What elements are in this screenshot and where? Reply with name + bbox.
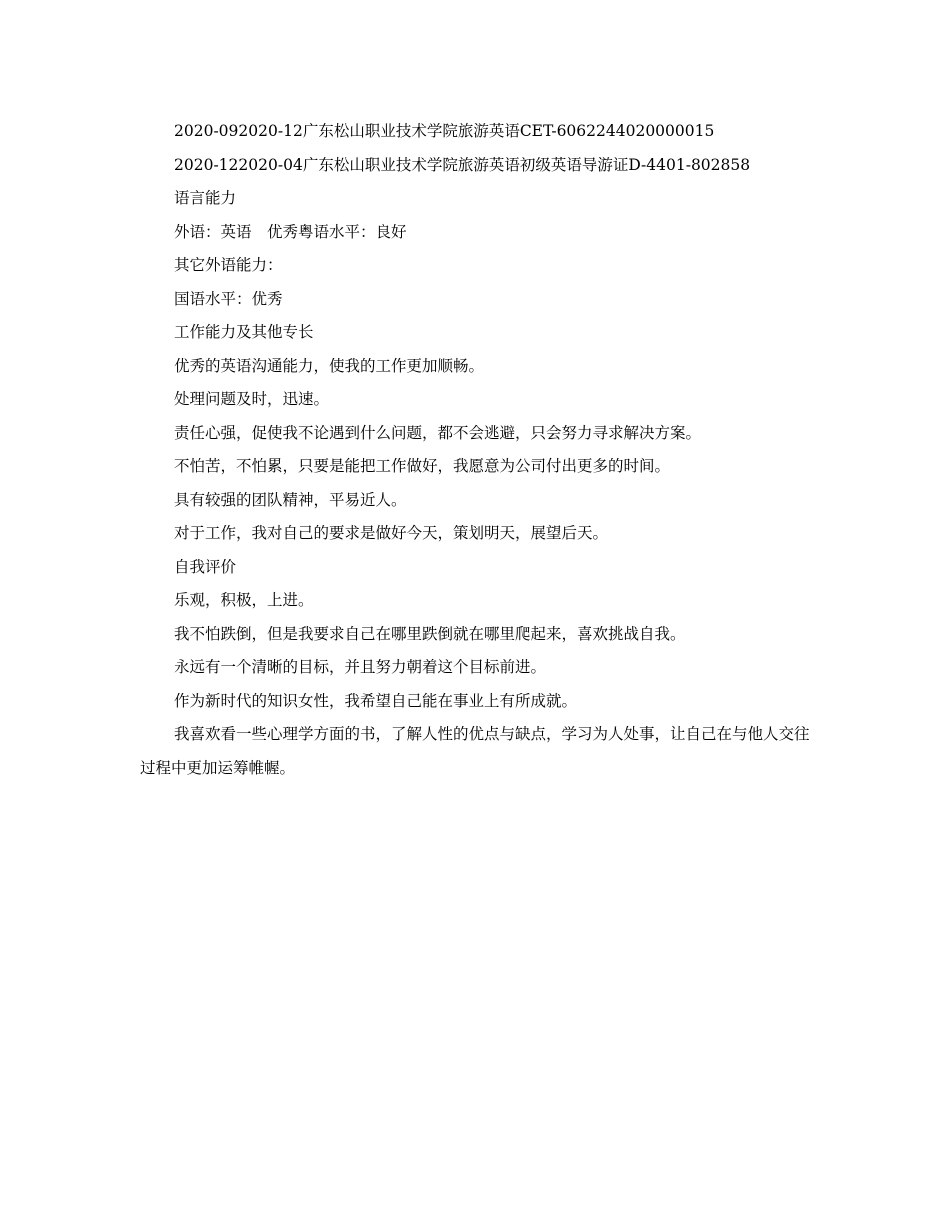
section-heading-language-skills: 语言能力 [174,189,237,207]
section-heading-work-skills: 工作能力及其他专长 [174,323,314,341]
self-evaluation-item: 永远有一个清晰的目标，并且努力朝着这个目标前进。 [174,658,547,676]
skill-item: 不怕苦，不怕累，只要是能把工作做好，我愿意为公司付出更多的时间。 [174,457,671,475]
section-heading-self-evaluation: 自我评价 [174,557,237,576]
language-other: 其它外语能力： [174,256,283,274]
self-evaluation-item: 我喜欢看一些心理学方面的书，了解人性的优点与缺点，学习为人处事，让自己在与他人交往过程中更加运筹帷幄。 [140,725,810,777]
self-evaluation-item: 乐观，积极，上进。 [174,591,314,609]
education-entry-cet6: 2020-092020-12广东松山职业技术学院旅游英语CET-6062244020000015 [174,122,715,140]
document-page [140,115,812,785]
language-mandarin: 国语水平：优秀 [174,289,283,308]
skill-item: 具有较强的团队精神，平易近人。 [174,490,407,509]
self-evaluation-item: 作为新时代的知识女性，我希望自己能在事业上有所成就。 [174,691,578,710]
skill-item: 处理问题及时，迅速。 [174,390,330,408]
skill-item: 对于工作，我对自己的要求是做好今天，策划明天，展望后天。 [174,524,609,542]
language-foreign: 外语：英语 优秀粤语水平：良好 [174,222,407,241]
skill-item: 优秀的英语沟通能力，使我的工作更加顺畅。 [174,356,485,375]
self-evaluation-item: 我不怕跌倒，但是我要求自己在哪里跌倒就在哪里爬起来，喜欢挑战自我。 [174,624,686,643]
education-entry-tour-guide-cert: 2020-122020-04广东松山职业技术学院旅游英语初级英语导游证D-4401-802858 [174,155,751,174]
skill-item: 责任心强，促使我不论遇到什么问题，都不会逃避，只会努力寻求解决方案。 [174,423,702,442]
